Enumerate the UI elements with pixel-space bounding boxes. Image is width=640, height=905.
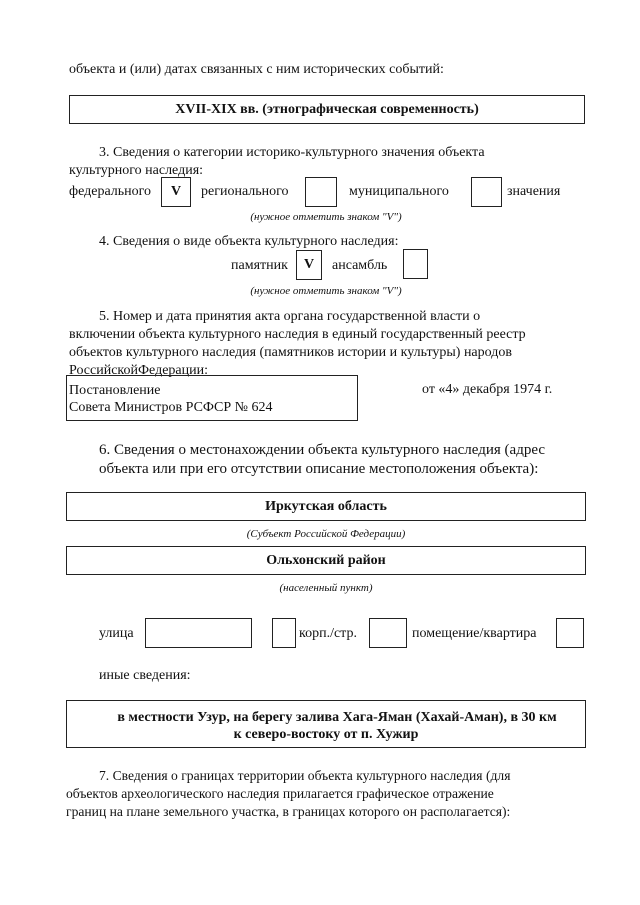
district-caption: (населенный пункт) [279, 582, 373, 594]
house-input[interactable] [272, 618, 296, 648]
s3-line1: 3. Сведения о категории историко-культурного значения объекта [99, 145, 485, 160]
act-line2: Совета Министров РСФСР № 624 [69, 400, 273, 415]
period-value: XVII-XIX вв. (этнографическая современность) [175, 102, 479, 117]
region-caption: (Субъект Российской Федерации) [246, 528, 406, 540]
district-field [66, 546, 586, 575]
other-line2: к северо-востоку от п. Хужир [233, 727, 419, 742]
act-line1: Постановление [69, 383, 161, 398]
s6-line2: объекта или при его отсутствии описание местоположения объекта): [99, 461, 539, 477]
s7-line3: границ на плане земельного участка, в границах которого он располагается): [66, 804, 511, 819]
s3-line2: культурного наследия: [69, 163, 204, 178]
other-line1: в местности Узур, на берегу залива Хага-Яман (Хахай-Аман), в 30 км [117, 710, 557, 725]
period-field [69, 95, 585, 124]
s5-line1: 5. Номер и дата принятия акта органа государственной власти о [99, 309, 481, 324]
region-field [66, 492, 586, 521]
monument-checkbox[interactable]: V [296, 250, 322, 280]
s5-line2: включении объекта культурного наследия в единый государственный реестр [69, 327, 526, 342]
s5-line3: объектов культурного наследия (памятников истории и культуры) народов [69, 345, 512, 360]
building-label: корп./стр. [299, 626, 357, 641]
monument-label: памятник [231, 258, 288, 273]
region-value: Иркутская область [265, 499, 387, 514]
building-input[interactable] [369, 618, 407, 648]
regional-checkbox[interactable] [305, 177, 337, 207]
s6-line1: 6. Сведения о местонахождении объекта культурного наследия (адрес [99, 442, 546, 458]
street-input[interactable] [145, 618, 252, 648]
district-value: Ольхонский район [266, 553, 386, 568]
ensemble-checkbox[interactable] [403, 249, 428, 279]
act-field [66, 375, 358, 421]
value-label: значения [507, 184, 561, 199]
s3-hint: (нужное отметить знаком "V") [250, 211, 402, 223]
ensemble-label: ансамбль [332, 258, 388, 273]
street-label: улица [99, 626, 134, 641]
room-input[interactable] [556, 618, 584, 648]
other-field [66, 700, 586, 748]
act-date: от «4» декабря 1974 г. [422, 382, 553, 397]
other-label: иные сведения: [99, 668, 191, 683]
s7-line2: объектов археологического наследия прилагается графическое отражение [66, 786, 494, 801]
municipal-checkbox[interactable] [471, 177, 502, 207]
s7-line1: 7. Сведения о границах территории объекта культурного наследия (для [99, 768, 511, 783]
s4-hint: (нужное отметить знаком "V") [250, 285, 402, 297]
federal-label: федерального [69, 184, 152, 199]
federal-checkbox[interactable]: V [161, 177, 191, 207]
s5-line4: РоссийскойФедерации: [69, 363, 209, 378]
municipal-label: муниципального [349, 184, 449, 199]
room-label: помещение/квартира [412, 626, 537, 641]
intro-text: объекта и (или) датах связанных с ним исторических событий: [69, 62, 444, 77]
regional-label: регионального [201, 184, 289, 199]
s4-title: 4. Сведения о виде объекта культурного наследия: [99, 234, 399, 249]
